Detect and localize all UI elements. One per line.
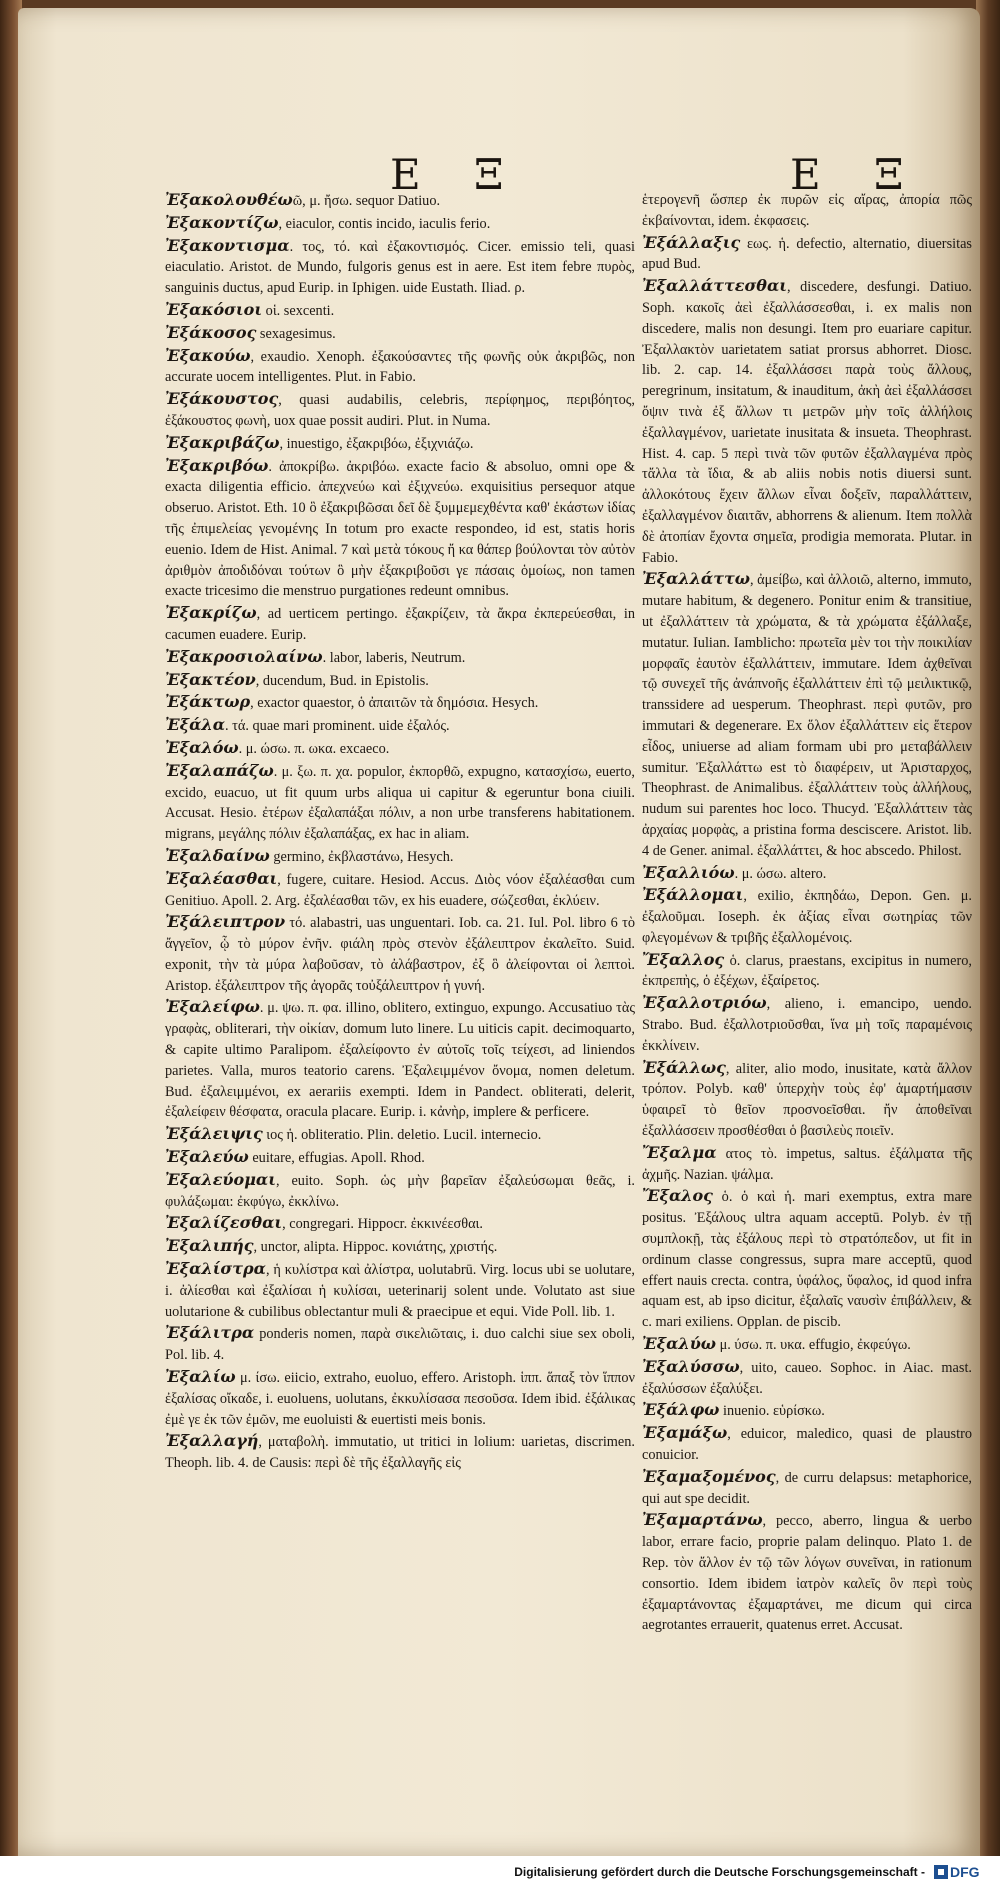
dictionary-entry bbox=[642, 1467, 972, 1510]
dictionary-entry bbox=[642, 1143, 972, 1186]
entry-definition: , ἀμείβω, καὶ ἀλλοιῶ, alterno, immuto, mutare habitum, & degenero. Ponitur enim & transitiue, ut ἐξαλλάττειν τὰ χρώματα, & τὰ χρώματα ἐξάλλαξε, mutatur. Iulian. Iamblicho: πρωτεῖα μὲν τοι τὴν ποικιλίαν μορφαῖς ἑαυτὸν ἐξαλλάττειν, immutare. Idem ἀχθεῖναι τῷ συνεχεῖ τῆς ἀνάπνοῆς ἐξαλλάττειν ἐπὶ τῷ μειλικτικῷ, transsidere ad uesperum. Theophrast. περὶ φυτῶν, pro immutari & degenerare. Ex ὅλον ἐξαλλάττειν εἰς ἕτερον εἶδος, uniuerse ad aliam formam ubi pro μεταβάλλειν sumitur. Ἐξαλλάττω est τὸ διαφέρειν, ut Ἀρισταρχος, Theophrast. de Animalibus. ἐξαλλάττειν τοὺς ἀλλήλους, nudum sui parentes hoc loco. Thucyd. Ἐξαλλάττειν τὰς ἀρχαίας μορφὰς, a pristina forma desciscere. Aristot. lib. 4 de Gener. animal. ἐξαλλάττει, & hoc abscedo. Philost. bbox=[642, 572, 972, 859]
dictionary-entry bbox=[642, 1058, 972, 1142]
dictionary-entry bbox=[642, 1357, 972, 1400]
dictionary-entry bbox=[642, 1400, 972, 1422]
dictionary-entry bbox=[165, 300, 635, 322]
entry-headword: Ἐξάλα bbox=[165, 715, 225, 735]
dfg-logo-icon bbox=[934, 1865, 948, 1879]
entry-headword: Ἐξάκουστος bbox=[165, 389, 279, 409]
dictionary-entry bbox=[165, 1213, 635, 1235]
running-head-left: Ε Ξ bbox=[390, 150, 524, 199]
entry-headword: Ἐξαλιπής bbox=[165, 1236, 254, 1256]
entry-headword: Ἐξαμαξομένος bbox=[642, 1466, 776, 1486]
entry-headword: Ἐξαλύσσω bbox=[642, 1356, 740, 1376]
dictionary-entry bbox=[165, 715, 635, 737]
entry-headword: Ἐξάλφω bbox=[642, 1400, 720, 1420]
entry-headword: Ἐξακόσιοι bbox=[165, 299, 263, 319]
entry-headword: Ἐξάλλως bbox=[642, 1057, 726, 1077]
dictionary-entry bbox=[165, 761, 635, 845]
dictionary-entry bbox=[165, 912, 635, 996]
entry-definition: germino, ἐκβλαστάνω, Hesych. bbox=[269, 848, 454, 865]
entry-definition: εως. ἡ. defectio, alternatio, diuersitas apud Bud. bbox=[642, 235, 972, 273]
footer-credit: Digitalisierung gefördert durch die Deutsche Forschungsgemeinschaft - bbox=[514, 1865, 925, 1879]
entry-headword: Ἐξακούω bbox=[165, 345, 251, 365]
entry-headword: Ἐξαλδαίνω bbox=[165, 845, 270, 865]
entry-definition: , unctor, alipta. Hippoc. κονιάτης, χριστής. bbox=[253, 1239, 498, 1256]
entry-headword: Ἐξαλύω bbox=[642, 1334, 717, 1354]
entry-definition: . μ. ώσω. altero. bbox=[734, 865, 827, 882]
entry-definition: , ducendum, Bud. in Epistolis. bbox=[255, 672, 429, 689]
entry-definition: ὁ. ὁ καὶ ἡ. mari exemptus, extra mare positus. Ἐξάλους ultra aquam acceptū. Polyb. ἐν τῇ συμπλοκῇ, τὰς ἐξάλους περὶ τὸ στρατόπεδον, ut fit in ordinum classe congressus, supra mare acceptū, quod effert nauis crecta. contra, ὑφάλος, ὕφαλος, id quod infra aquam est, ab ipso dicitur, ἐξαλαῖς ναυσὶν ἐπιβάλλειν, & c. mari exiliens. Opplan. de piscib. bbox=[642, 1189, 972, 1331]
dictionary-entry bbox=[642, 1334, 972, 1356]
entry-definition: . τά. quae mari prominent. uide ἐξαλός. bbox=[225, 718, 450, 735]
dictionary-entry bbox=[165, 997, 635, 1123]
right-column bbox=[642, 190, 972, 1830]
entry-definition: , quasi audabilis, celebris, περίφημος, περιβόητος, ἐξάκουστος φωνὴ, uox quae possit audiri. Plut. in Numa. bbox=[165, 392, 635, 429]
dictionary-entry bbox=[165, 1431, 635, 1474]
entry-definition: , pecco, aberro, lingua & uerbo labor, errare facio, proprie palam delinquo. Plato 1. de Rep. τὸν ἄλλον ἐν τῷ τῶν λόγων συνεῖναι, in rationum consortio. Idem ibidem ἰατρὸν καλεῖς ὃν περὶ τοὺς ἐξαμαρτάνοντας ἐξαμαρτάνει, me dicum qui circa aegrotantes errauerit, quatenus erret. Accusat. bbox=[642, 1513, 972, 1634]
dictionary-entry bbox=[165, 738, 635, 760]
dictionary-entry bbox=[642, 1510, 972, 1636]
dfg-logo-text: DFG bbox=[950, 1864, 980, 1880]
left-column bbox=[165, 190, 635, 1475]
dictionary-entry bbox=[165, 433, 635, 455]
dictionary-entry bbox=[165, 1323, 635, 1366]
entry-definition: , ματαβολὴ. immutatio, ut tritici in lolium: uarietas, discrimen. Theoph. lib. 4. de Causis: περὶ δὲ τῆς ἐξαλλαγῆς εἰς bbox=[165, 1434, 635, 1472]
dictionary-entry bbox=[165, 1147, 635, 1169]
entry-headword: Ἐξάλιτρα bbox=[165, 1323, 255, 1343]
entry-headword: Ἐξακοντίζω bbox=[165, 212, 279, 232]
entry-headword: Ἐξαλλαγή bbox=[165, 1431, 259, 1451]
entry-definition: ὁ. clarus, praestans, excipitus in numero, ἐκπρεπὴς, ὁ ἐξέχων, ἐξαίρετος. bbox=[642, 952, 972, 990]
entry-definition: euitare, effugias. Apoll. Rhod. bbox=[248, 1150, 425, 1167]
entry-definition: , de curru delapsus: metaphorice, qui aut spe decidit. bbox=[642, 1469, 972, 1507]
dictionary-entry bbox=[165, 190, 635, 212]
entry-headword: Ἐξαλεύω bbox=[165, 1147, 249, 1167]
entry-headword: Ἐξαλίστρα bbox=[165, 1259, 266, 1279]
entry-definition: ιος ἡ. obliteratio. Plin. deletio. Lucil. internecio. bbox=[262, 1127, 542, 1144]
dictionary-entry bbox=[165, 389, 635, 432]
entry-headword: Ἔξαλος bbox=[642, 1186, 713, 1206]
entry-headword: Ἐξάκοσος bbox=[165, 322, 257, 342]
entry-headword: Ἐξακροσιολαίνω bbox=[165, 646, 323, 666]
entry-headword: Ἐξάλλομαι bbox=[642, 885, 744, 905]
entry-headword: Ἔξαλλος bbox=[642, 949, 725, 969]
entry-definition: sexagesimus. bbox=[256, 325, 336, 342]
dictionary-entry bbox=[165, 1259, 635, 1322]
entry-headword: Ἐξάλλαξις bbox=[642, 232, 741, 252]
entry-headword: Ἐξακριβόω bbox=[165, 455, 269, 475]
entry-definition: , alieno, i. emancipo, uendo. Strabo. Bud. ἐξαλλοτριοῦσθαι, ἵνα μὴ τοῖς παραμένοις ἐκκλίνειν. bbox=[642, 996, 972, 1054]
dictionary-entry bbox=[165, 213, 635, 235]
entry-headword: Ἐξαλέασθαι bbox=[165, 868, 278, 888]
dictionary-entry bbox=[642, 885, 972, 948]
dictionary-entry bbox=[642, 863, 972, 885]
entry-definition: , ἡ κυλίστρα καὶ ἀλίστρα, uolutabrū. Virg. locus ubi se uolutare, i. ἀλίεσθαι καὶ ἐξαλίσαι ἡ κυλίσαι, ueterinarij solent unde. Volutato ast siue uolutarione & cubilibus oblectantur muli & praecipue et equi. Vide Poll. lib. 1. bbox=[165, 1262, 635, 1320]
entry-headword: Ἐξακριβάζω bbox=[165, 432, 280, 452]
dictionary-entry bbox=[642, 1423, 972, 1466]
entry-headword: Ἐξαλλάττεσθαι bbox=[642, 276, 787, 296]
entry-definition: ῶ, μ. ἤσω. sequor Datiuo. bbox=[292, 193, 441, 209]
entry-definition: , inuestigo, ἐξακριβόω, ἐξιχνιάζω. bbox=[279, 435, 474, 452]
entry-definition: μ. ύσω. π. υκα. effugio, ἐκφεύγω. bbox=[716, 1337, 911, 1354]
entry-headword: Ἐξαλόω bbox=[165, 737, 239, 757]
entry-headword: Ἐξαλίω bbox=[165, 1367, 236, 1387]
dictionary-entry bbox=[642, 233, 972, 276]
entry-headword: Ἐξακοντισμα bbox=[165, 235, 290, 255]
dictionary-entry bbox=[165, 236, 635, 299]
entry-headword: Ἐξαλλάττω bbox=[642, 569, 750, 589]
dfg-logo[interactable] bbox=[934, 1862, 986, 1882]
dictionary-entry bbox=[642, 276, 972, 568]
dictionary-entry bbox=[165, 1367, 635, 1430]
entry-headword: Ἐξαμάξω bbox=[642, 1423, 728, 1443]
entry-definition: , aliter, alio modo, inusitate, κατὰ ἄλλον τρόπον. Polyb. καθ' ὑπερχὴν τοὺς ἐφ' ἁμαρτήμασιν ὑφαιρεῖ τὸ θεῖον προσνοεῖσθαι. ἤν ἀποθεῖναι ἐξαλλάσσειν προσθέσθαι ὁ βασιλεὺς ποιεῖν. bbox=[642, 1060, 972, 1140]
entry-definition: ἑτερογενῆ ὥσπερ ἐκ πυρῶν εἰς αἴρας, ἀπορία πῶς ἐκβαίνονται, idem. ἐκφασεις. bbox=[642, 192, 972, 229]
entry-definition: τό. alabastri, uas unguentari. Iob. ca. 21. Iul. Pol. libro 6 τὸ ἄγγεῖον, ᾧ τὸ μύρον ἐνῆν. φιάλη πρὸς στενὸν ἐξάλειπτρον ἐκαλεῖτο. Suid. exponit, τὴν τὰ μύρα λαβοῦσαν, τὸ ἀλάβαστρον, ἐξ ὃ ἀλείφονται οἱ λεπτοὶ. Aristop. ἐξάλειπτρον τῆς ἀγορᾶς τοὐξάλειπτρον ἡ γυνή. bbox=[165, 915, 635, 994]
entry-definition: . μ. ψω. π. φα. illino, oblitero, extinguo, expungo. Accusatiuo τὰς γραφὰς, obliterari, τὴν οἰκίαν, domum luto linere. Lu uiticis capit. decimoquarto, & capite ultimo Paralipom. ἐξαλείφοντο ἐν αὐτοῖς τοῖς τείχεσι, ad liniendos parietes. Valla, muros teatorio carens. Ἐξαλειμμένον ὄνομα, nomen deletum. Bud. ἐξαλειμμένοι, ex aerariis exempti. Idem in Pandect. obliterati, delerit, ἐξαλείφειν θέσφατα, oracula placare. Eurip. i. κἀνὴρ, implere & perficere. bbox=[165, 1000, 635, 1121]
entry-headword: Ἐξακτέον bbox=[165, 669, 256, 689]
dictionary-entry bbox=[642, 569, 972, 861]
entry-definition: , exaudio. Xenoph. ἐξακούσαντες τῆς φωνῆς οὐκ ἀκριβῶς, non accurate uocem intelligentes. Plut. in Fabio. bbox=[165, 348, 635, 386]
entry-headword: Ἐξακρίζω bbox=[165, 603, 257, 623]
dictionary-entry bbox=[642, 950, 972, 993]
dictionary-entry bbox=[165, 603, 635, 646]
entry-headword: Ἐξάλειπτρον bbox=[165, 912, 286, 932]
dictionary-entry bbox=[165, 692, 635, 714]
entry-definition: , euito. Soph. ὡς μὴν βαρεῖαν ἐξαλεύσωμαι θεᾶς, i. φυλάξωμαι: ἐκφύγω, ἐκκλίνω. bbox=[165, 1172, 635, 1210]
entry-headword: Ἐξακολουθέω bbox=[165, 190, 293, 209]
running-head-right: Ε Ξ bbox=[790, 150, 924, 199]
dictionary-entry bbox=[165, 869, 635, 912]
dictionary-entry bbox=[165, 846, 635, 868]
entry-definition: οἱ. sexcenti. bbox=[262, 302, 335, 319]
dictionary-entry bbox=[165, 323, 635, 345]
entry-definition: . μ. ξω. π. χα. populor, ἐκπορθῶ, expugno, κατασχίσω, euerto, excido, euacuo, ut fit quum urbs aliqua ui capitur & egeruntur bona ciuili. Accusat. Hesio. ἐτέρων ἐξαλαπάξαι πόλιν, a non urbe transferens habitationem. migrans, μεγάλης πόλιν ἐξαλαπάξας, ex hac in aliam. bbox=[165, 763, 635, 843]
dictionary-entry bbox=[165, 1236, 635, 1258]
dictionary-entry bbox=[642, 1186, 972, 1333]
entry-headword: Ἔξαλμα bbox=[642, 1142, 717, 1162]
entry-definition: inuenio. εὑρίσκω. bbox=[719, 1403, 825, 1420]
dictionary-entry bbox=[165, 647, 635, 669]
entry-headword: Ἐξαμαρτάνω bbox=[642, 1510, 763, 1530]
entry-definition: ατος τὸ. impetus, saltus. ἐξάλματα τῆς ἀχμῆς. Nazian. ψάλμα. bbox=[642, 1145, 972, 1183]
dictionary-entry bbox=[165, 346, 635, 389]
entry-definition: . labor, laberis, Neutrum. bbox=[322, 649, 466, 666]
entry-definition: ponderis nomen, παρὰ σικελιῶταις, i. duo calchi siue sex oboli, Pol. lib. 4. bbox=[165, 1326, 635, 1364]
entry-headword: Ἐξαλεύομαι bbox=[165, 1169, 276, 1189]
entry-definition: , uito, caueo. Sophoc. in Aiac. mast. ἐξαλύσσων ἐξαλύξει. bbox=[642, 1359, 972, 1397]
dictionary-entry bbox=[642, 190, 972, 232]
entry-definition: , discedere, desfungi. Datiuo. Soph. κακοῖς ἀεὶ ἐξαλλάσσεσθαι, i. ex malis non discedere, malis non desungi. Item pro euariare capitur. Ἐξαλλακτὸν uarietatem satiat prorsus abhorret. Diosc. lib. 2. cap. 14. ἐξαλλάσσει παρὰ τοὺς ἄλλους, peregrinum, insitatum, & inauditum, ἀκὴ ἀεὶ ἐξαλλάσσει ὄψιν τινὰ ἐξ ἄλλων τι μετρῶν μὴν τοῖς ἀλλήλοις ἐξαλλαγμένον, uarietate inusitata & insueta. Theophrast. Hist. 4. cap. 5 περὶ τινὰ τῶν φυτῶν ἐξαλλαγμένα πρὸς τἄλλα τὰ ἴδια, & ab aliis nobis notis diuersi sunt. ἀλλοκότους ἔχειν ἄλλων εἶναι δοξεῖν, παραλλάττειν, ἐξαλλαγμένον διαιτᾶν, abhorrens & alienum. Item πολλὰ δὲ ἀτοπίαν ἔχοντα σημεῖα, prodigia memorata. Plutar. in Fabio. bbox=[642, 279, 972, 566]
entry-headword: Ἐξαλίζεσθαι bbox=[165, 1213, 283, 1233]
entry-definition: , exilio, ἐκπηδάω, Depon. Gen. μ. ἐξαλοῦμαι. Ioseph. ἐκ ἀξίας εἶναι σωτηρίας τῶν φλεγομένων & τριβῆς ἐξαλλομένοις. bbox=[642, 888, 972, 946]
entry-definition: , congregari. Hippocr. ἐκκινέεσθαι. bbox=[282, 1216, 483, 1233]
dictionary-entry bbox=[642, 993, 972, 1056]
entry-headword: Ἐξαλαπάζω bbox=[165, 760, 274, 780]
dictionary-entry bbox=[165, 670, 635, 692]
entry-definition: μ. ίσω. eiicio, extraho, euoluo, effero. Aristoph. ἱππ. ἅπαξ τὸν ἵππον ἐξαλίσας οἴκαδε, i. euoluens, uolutans, ἐκκυλίσασα πεσοῦσα. Idem ibid. ἐξάλικας ἐμὲ γε ἐκ τῶν ἐμῶν, me euoluisti & euertisti meis bonis. bbox=[165, 1370, 635, 1428]
footer-bar bbox=[0, 1856, 1000, 1891]
entry-definition: , eiaculor, contis incido, iaculis ferio. bbox=[278, 215, 491, 232]
entry-definition: , fugere, cuitare. Hesiod. Accus. Διὸς νόον ἐξαλέασθαι cum Genitiuo. Apoll. 2. Arg. ἐξαλέασθαι τῶν, ex his euadere, σώζεσθαι, ἐκλύειν. bbox=[165, 871, 635, 909]
entry-definition: . μ. ώσω. π. ωκα. excaeco. bbox=[238, 740, 390, 757]
entry-definition: , ad uerticem pertingo. ἐξακρίζειν, τὰ ἄκρα ἐκπερεύεσθαι, in cacumen euadere. Eurip. bbox=[165, 606, 635, 643]
dictionary-entry bbox=[165, 1124, 635, 1146]
entry-definition: , exactor quaestor, ὁ ἀπαιτῶν τὰ δημόσια. Hesych. bbox=[250, 695, 539, 712]
dictionary-entry bbox=[165, 456, 635, 603]
entry-headword: Ἐξαλλοτριόω bbox=[642, 993, 767, 1013]
entry-definition: , eduicor, maledico, quasi de plaustro conuicior. bbox=[642, 1426, 972, 1464]
entry-headword: Ἐξαλείφω bbox=[165, 997, 260, 1017]
entry-headword: Ἐξάκτωρ bbox=[165, 692, 251, 712]
dictionary-entry bbox=[165, 1170, 635, 1213]
entry-headword: Ἐξαλλιόω bbox=[642, 862, 735, 882]
entry-definition: . τος, τό. καὶ ἐξακοντισμός. Cicer. emissio teli, quasi eiaculatio. Aristot. de Mundo, fulgoris genus est in aere. Est item febre πυρὸς, sanguinis ductus, apud Eurip. in Iphigen. uide Eustath. Iliad. ρ. bbox=[165, 238, 635, 297]
entry-headword: Ἐξάλειψις bbox=[165, 1124, 263, 1144]
entry-definition: . ἀποκρίβω. ἀκριβόω. exacte facio & absoluo, omni ope & exacta diligentia efficio. ἀπεχνεύω καὶ ἐξιχνεύω. exquisitius persequor atque obseruo. Aristot. Eth. 10 ὃ ἐξακριβῶσαι δεῖ δὲ ξυμμεμεχθέντα καθ' ἑκάστων ἰδίας τῆς ἐπιμελείας γενομένης In totum pro exacte respondeo, id est, statis horis euenio. Idem de Hist. Animal. 7 καὶ μετὰ τόκους ἤ κα θάπερ βούλονται τὸν αὐτὸν ἀριθμὸν ἀποδιδόναι τούτων ὃ μὴν ἐξακριβοῦσι γε πάσαις ὁμοίως, non tamen exacte tricesimo die menstruo purgationes redeunt omnibus. bbox=[165, 458, 635, 600]
